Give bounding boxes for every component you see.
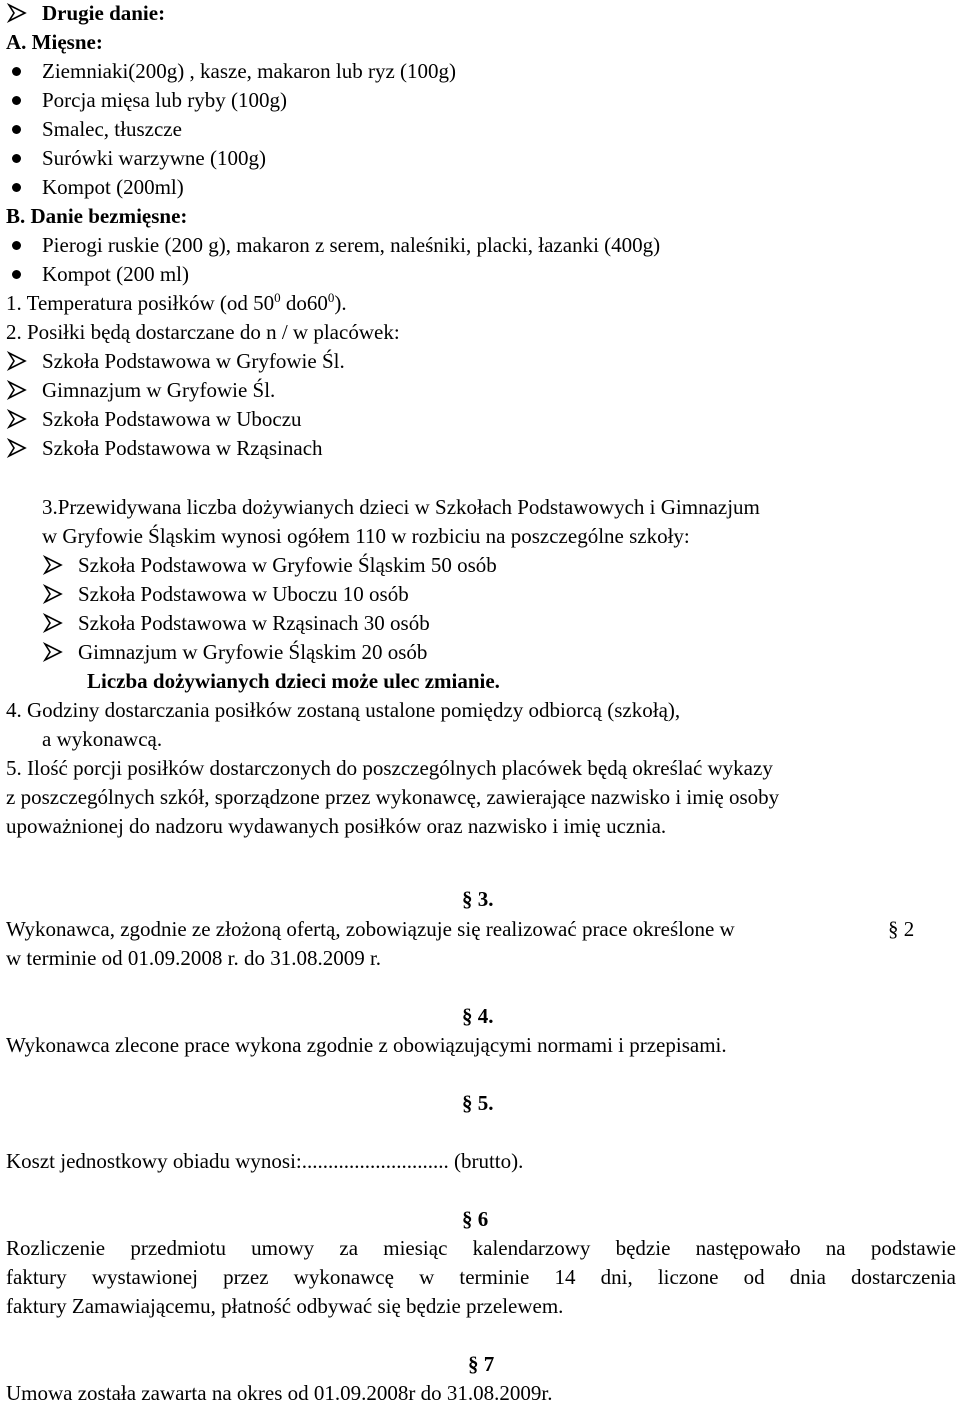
arrow-bullet-icon bbox=[42, 583, 64, 605]
portions-line: 5. Ilość porcji posiłków dostarczonych do poszczególnych placówek będą określać wykazy bbox=[6, 756, 773, 780]
bullet-icon bbox=[12, 96, 21, 105]
arrow-bullet-icon bbox=[6, 350, 28, 372]
arrow-bullet-icon bbox=[6, 379, 28, 401]
list-item: Gimnazjum w Gryfowie Śl. bbox=[42, 378, 276, 402]
paragraph-line: Wykonawca zlecone prace wykona zgodnie z obowiązującymi normami i przepisami. bbox=[6, 1033, 727, 1057]
bullet-icon bbox=[12, 270, 21, 279]
hours-line: 4. Godziny dostarczania posiłków zostaną ustalone pomiędzy odbiorcą (szkołą), bbox=[6, 698, 681, 722]
note: Liczba dożywianych dzieci może ulec zmianie. bbox=[87, 669, 500, 693]
arrow-bullet-icon bbox=[42, 641, 64, 663]
delivery-line: 2. Posiłki będą dostarczane do n / w placówek: bbox=[6, 320, 400, 344]
paragraph-heading: § 6 bbox=[462, 1207, 489, 1231]
list-item: Smalec, tłuszcze bbox=[42, 117, 182, 141]
portions-line: upoważnionej do nadzoru wydawanych posiłków oraz nazwisko i imię ucznia. bbox=[6, 814, 667, 838]
paragraph-heading: § 3. bbox=[462, 887, 494, 911]
paragraph-heading: § 4. bbox=[462, 1004, 494, 1028]
arrow-bullet-icon bbox=[6, 437, 28, 459]
paragraph-heading: § 5. bbox=[462, 1091, 494, 1115]
bullet-icon bbox=[12, 67, 21, 76]
list-item: Kompot (200 ml) bbox=[42, 262, 189, 286]
portions-line: z poszczególnych szkół, sporządzone przez wykonawcę, zawierające nazwisko i imię osoby bbox=[6, 785, 780, 809]
count-line: w Gryfowie Śląskim wynosi ogółem 110 w rozbiciu na poszczególne szkoły: bbox=[42, 524, 690, 548]
section-sign-icon: § bbox=[888, 917, 899, 941]
paragraph-line: Koszt jednostkowy obiadu wynosi:............................ (brutto). bbox=[6, 1149, 524, 1173]
bullet-icon bbox=[12, 125, 21, 134]
arrow-bullet-icon bbox=[42, 612, 64, 634]
count-line: 3.Przewidywana liczba dożywianych dzieci w Szkołach Podstawowych i Gimnazjum bbox=[42, 495, 760, 519]
list-item: Szkoła Podstawowa w Uboczu 10 osób bbox=[78, 582, 409, 606]
bullet-icon bbox=[12, 183, 21, 192]
temperature-line: 1. Temperatura posiłków (od $50^0$ $do60^0$). bbox=[6, 290, 347, 315]
section-sign-icon: § bbox=[462, 1004, 473, 1028]
list-item: Szkoła Podstawowa w Uboczu bbox=[42, 407, 302, 431]
list-item: Szkoła Podstawowa w Gryfowie Śląskim 50 osób bbox=[78, 553, 497, 577]
bullet-icon bbox=[12, 241, 21, 250]
paragraph-line: faktury wystawionej przez wykonawcę w terminie 14 dni, liczone od dnia dostarczenia bbox=[6, 1265, 956, 1289]
list-item: Gimnazjum w Gryfowie Śląskim 20 osób bbox=[78, 640, 428, 664]
section-sign-icon: § bbox=[468, 1352, 479, 1376]
arrow-bullet-icon bbox=[6, 2, 28, 24]
arrow-bullet-icon bbox=[42, 554, 64, 576]
paragraph-line: faktury Zamawiającemu, płatność odbywać się będzie przelewem. bbox=[6, 1294, 564, 1318]
paragraph-line: Rozliczenie przedmiotu umowy za miesiąc kalendarzowy będzie następowało na podstawie bbox=[6, 1236, 956, 1260]
section-sign-icon: § bbox=[462, 887, 473, 911]
hours-line: a wykonawcą. bbox=[42, 727, 163, 751]
paragraph-heading: § 7 bbox=[468, 1352, 495, 1376]
section-sign-icon: § bbox=[462, 1207, 473, 1231]
section-sign-icon: § bbox=[462, 1091, 473, 1115]
list-item: Ziemniaki(200g) , kasze, makaron lub ryz (100g) bbox=[42, 59, 457, 83]
paragraph-line: Wykonawca, zgodnie ze złożoną ofertą, zobowiązuje się realizować prace określone w bbox=[6, 917, 735, 941]
subsection-label: A. Mięsne: bbox=[6, 30, 103, 54]
list-item: Pierogi ruskie (200 g), makaron z serem, naleśniki, placki, łazanki (400g) bbox=[42, 233, 661, 257]
list-item: Szkoła Podstawowa w Rząsinach 30 osób bbox=[78, 611, 430, 635]
bullet-icon bbox=[12, 154, 21, 163]
list-item: Szkoła Podstawowa w Rząsinach bbox=[42, 436, 323, 460]
list-item: Porcja mięsa lub ryby (100g) bbox=[42, 88, 287, 112]
paragraph-line: w terminie od 01.09.2008 r. do 31.08.2009 r. bbox=[6, 946, 382, 970]
list-item: Surówki warzywne (100g) bbox=[42, 146, 266, 170]
arrow-bullet-icon bbox=[6, 408, 28, 430]
subsection-label: B. Danie bezmięsne: bbox=[6, 204, 188, 228]
list-item: Kompot (200ml) bbox=[42, 175, 184, 199]
section-heading: Drugie danie: bbox=[42, 1, 166, 25]
paragraph-line: Umowa została zawarta na okres od 01.09.2008r do 31.08.2009r. bbox=[6, 1381, 553, 1405]
paragraph-ref: § 2 bbox=[888, 917, 915, 941]
list-item: Szkoła Podstawowa w Gryfowie Śl. bbox=[42, 349, 345, 373]
